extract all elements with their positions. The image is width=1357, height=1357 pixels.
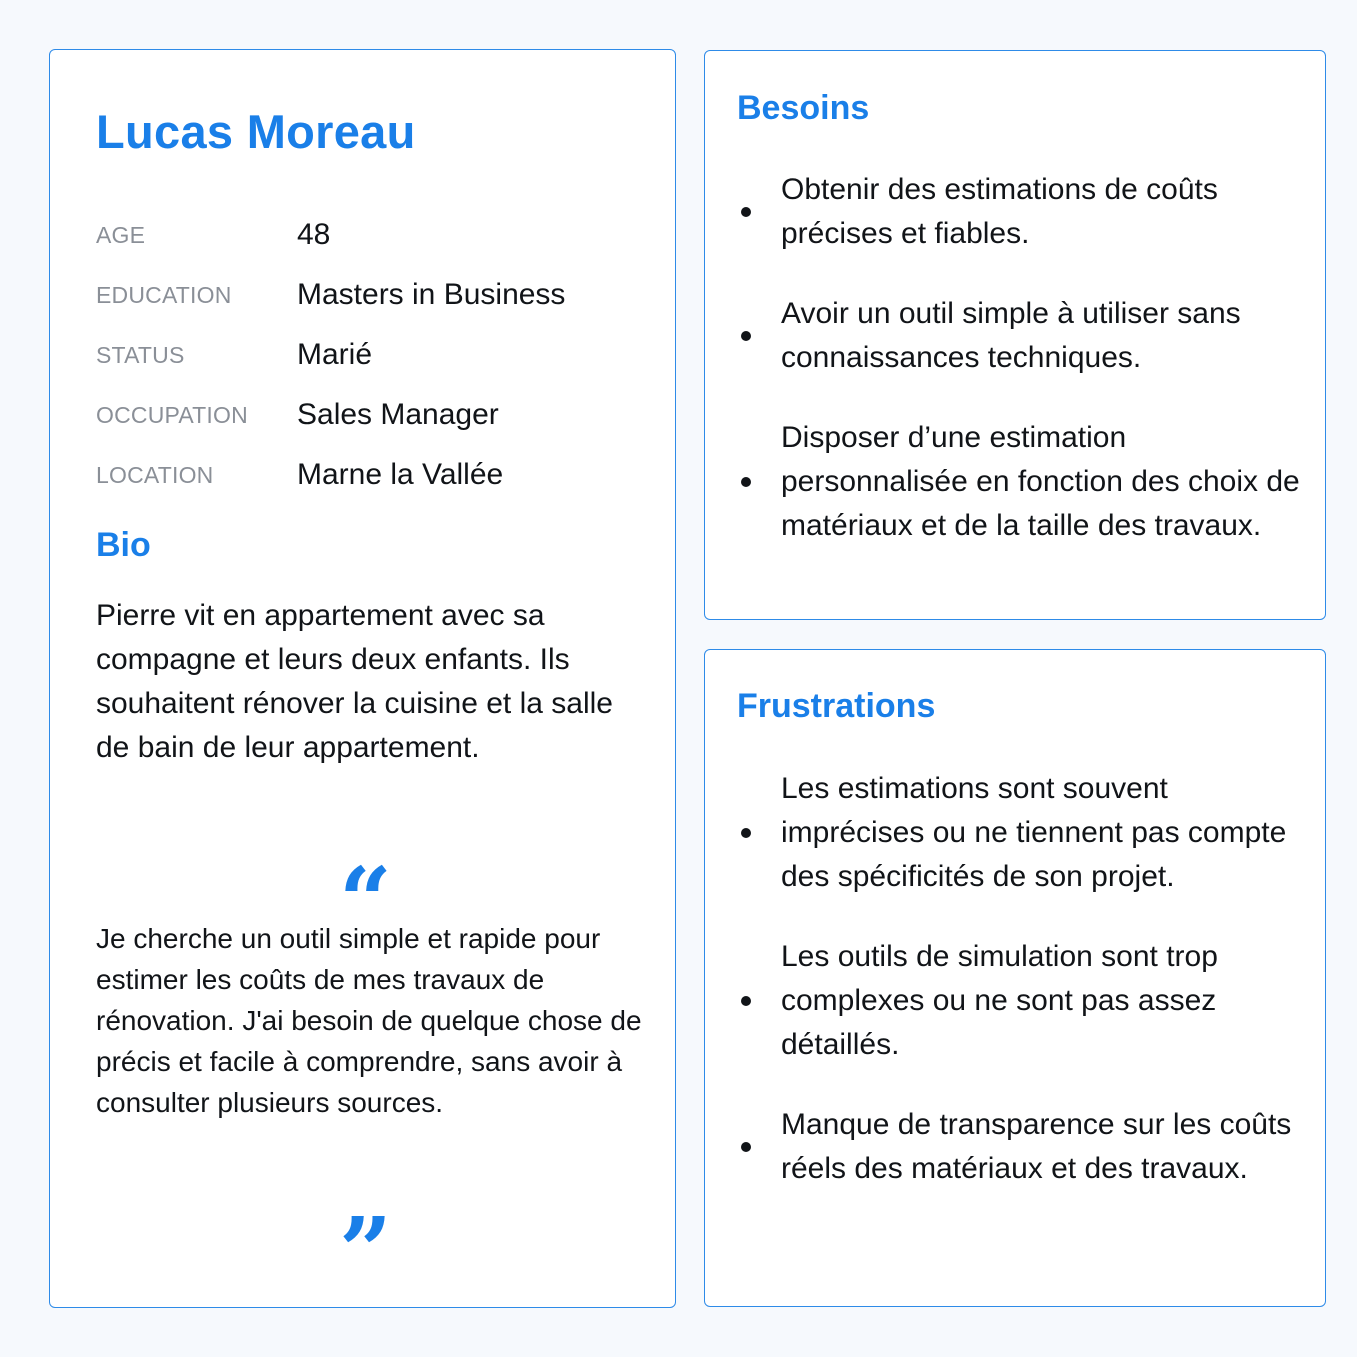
bullet-icon [741, 331, 751, 341]
needs-title: Besoins [737, 89, 870, 127]
needs-card [704, 50, 1326, 620]
list-item [741, 1103, 1301, 1191]
detail-label: AGE [96, 221, 146, 248]
detail-label: STATUS [96, 341, 185, 368]
detail-row-age [96, 205, 656, 265]
list-item [741, 292, 1301, 380]
detail-value: Marne la Vallée [297, 458, 504, 491]
detail-value: Masters in Business [297, 278, 566, 311]
needs-list [741, 168, 1301, 584]
frustrations-title: Frustrations [737, 687, 936, 725]
detail-row-education [96, 265, 656, 325]
list-item [741, 767, 1301, 899]
detail-label: OCCUPATION [96, 401, 248, 428]
detail-row-occupation [96, 385, 656, 445]
detail-value: Marié [297, 338, 373, 371]
detail-value: Sales Manager [297, 398, 499, 431]
bullet-icon [741, 207, 751, 217]
frustrations-card [704, 649, 1326, 1307]
detail-row-location [96, 445, 656, 505]
bio-title: Bio [96, 526, 151, 564]
bullet-icon [741, 996, 751, 1006]
detail-label: LOCATION [96, 461, 214, 488]
persona-name: Lucas Moreau [96, 105, 416, 158]
need-text: Obtenir des estimations de coûts précises et fiables. [781, 173, 1218, 250]
close-quote-icon: ” [339, 1197, 392, 1305]
persona-quote: Je cherche un outil simple et rapide pour estimer les coûts de mes travaux de rénovation. J'ai besoin de quelque chose de précis et facile à comprendre, sans avoir à consulter plusieurs sources. [96, 923, 642, 1118]
detail-value: 48 [297, 218, 331, 251]
frustration-text: Manque de transparence sur les coûts réels des matériaux et des travaux. [781, 1108, 1292, 1185]
frustrations-list [741, 767, 1301, 1227]
frustration-text: Les outils de simulation sont trop complexes ou ne sont pas assez détaillés. [781, 940, 1218, 1061]
open-quote-icon: “ [339, 847, 392, 955]
list-item [741, 935, 1301, 1067]
bio-text: Pierre vit en appartement avec sa compagne et leurs deux enfants. Ils souhaitent rénover la cuisine et la salle de bain de leur appartement. [96, 599, 613, 764]
bullet-icon [741, 828, 751, 838]
frustration-text: Les estimations sont souvent imprécises ou ne tiennent pas compte des spécificités de son projet. [781, 772, 1287, 893]
detail-row-status [96, 325, 656, 385]
need-text: Avoir un outil simple à utiliser sans connaissances techniques. [781, 297, 1241, 374]
persona-profile-card [49, 49, 676, 1308]
list-item [741, 168, 1301, 256]
bullet-icon [741, 1142, 751, 1152]
list-item [741, 416, 1301, 548]
bullet-icon [741, 477, 751, 487]
persona-details [96, 205, 656, 505]
need-text: Disposer d’une estimation personnalisée en fonction des choix de matériaux et de la taille des travaux. [781, 421, 1300, 542]
detail-label: EDUCATION [96, 281, 232, 308]
